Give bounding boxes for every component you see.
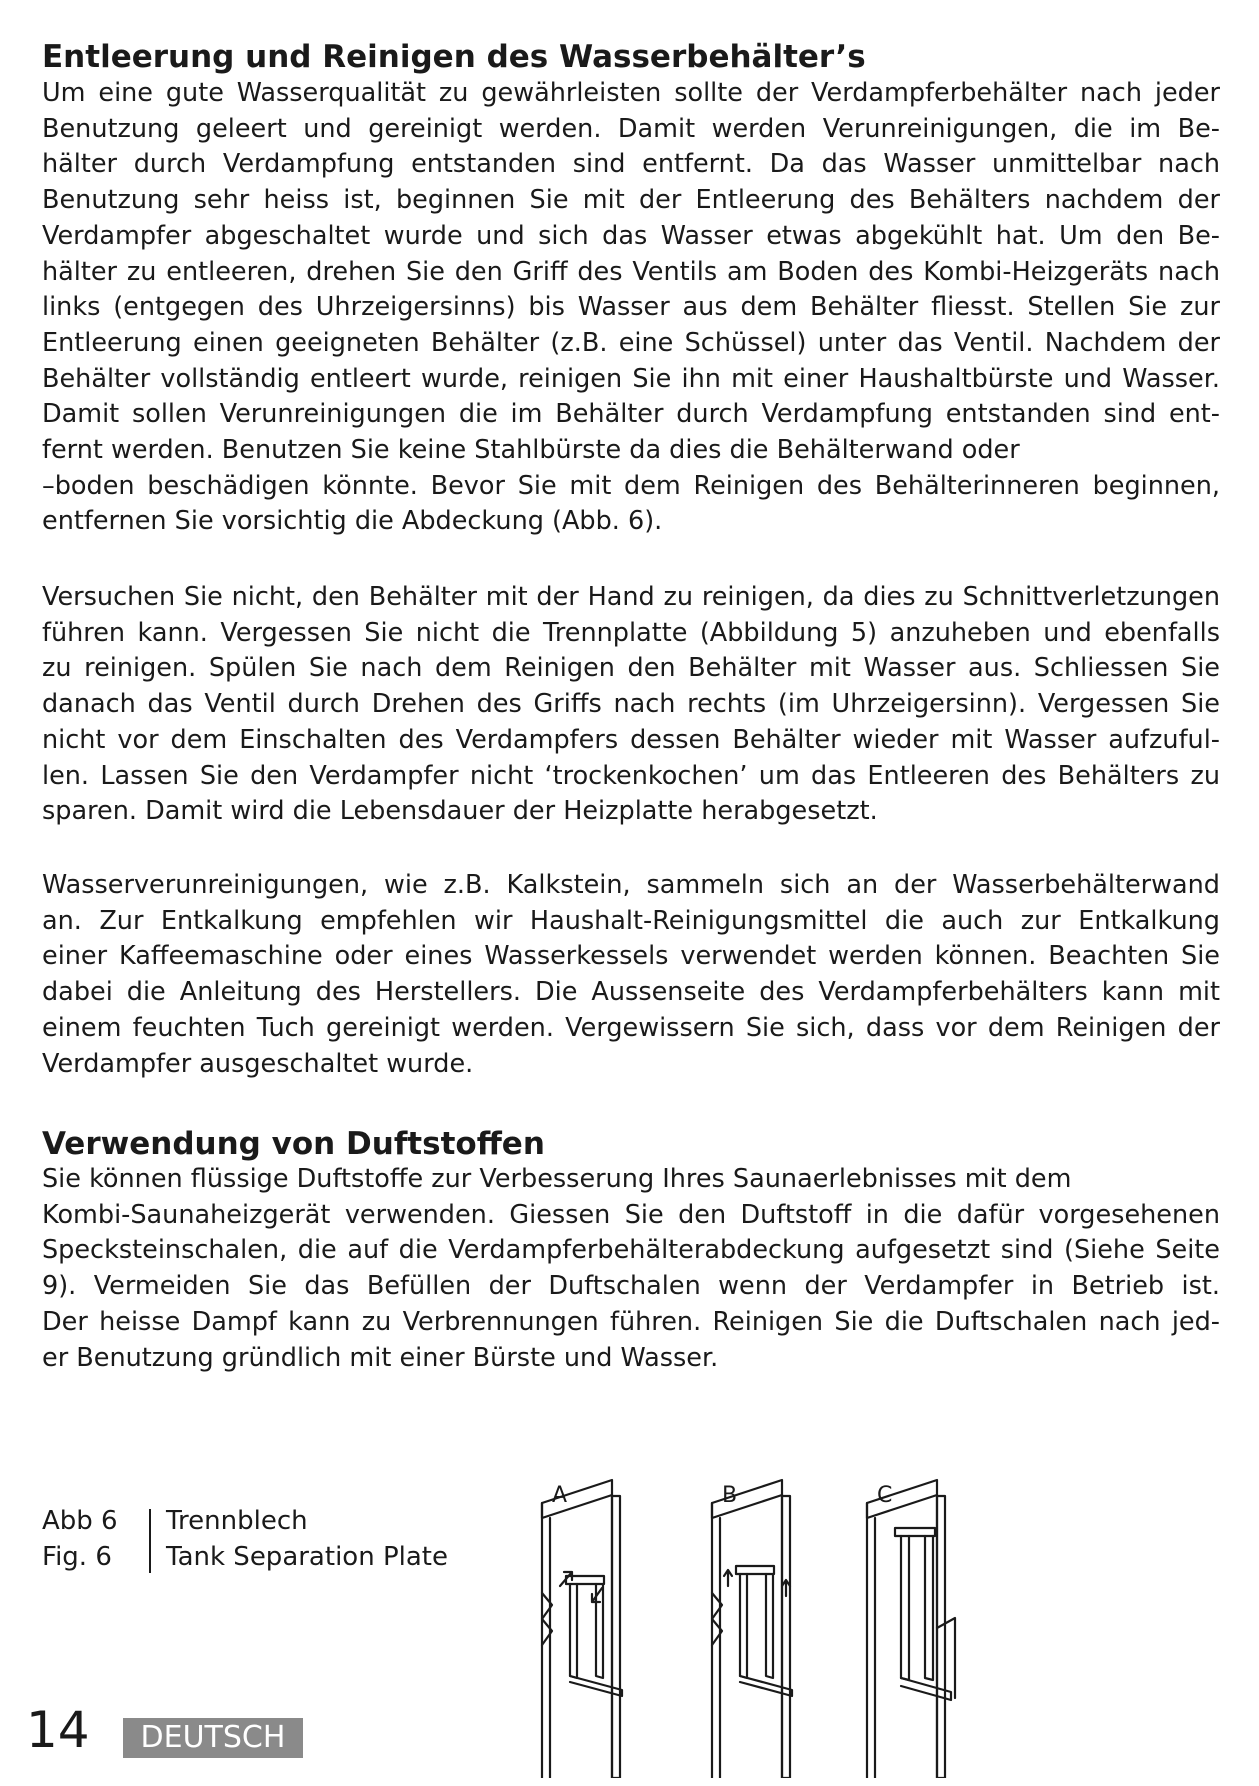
figure-panel-c bbox=[867, 1480, 955, 1778]
text-line: fernt werden. Benutzen Sie keine Stahlbürste da dies die Behälterwand oder bbox=[42, 435, 1020, 466]
text-line: Benutzung geleert und gereinigt werden. Damit werden Verunreinigungen, die im Be- bbox=[42, 113, 1220, 144]
text-line: danach das Ventil durch Drehen des Griffs nach rechts (im Uhrzeigersinn). Vergessen Sie bbox=[42, 689, 1220, 720]
caption-texts bbox=[166, 1503, 448, 1575]
text-line: Behälter vollständig entleert wurde, reinigen Sie ihn mit einer Haushaltbürste und Wasser. bbox=[42, 363, 1220, 394]
page-number: 14 bbox=[26, 1701, 90, 1759]
caption-text-en: Tank Separation Plate bbox=[166, 1542, 448, 1572]
paragraph-cleaning bbox=[42, 580, 1220, 830]
section-heading-tank-cleaning: Entleerung und Reinigen des Wasserbehälter’s bbox=[42, 39, 866, 75]
text-line: Versuchen Sie nicht, den Behälter mit der Hand zu reinigen, da dies zu Schnittverletzungen bbox=[42, 582, 1220, 612]
text-line: nicht vor dem Einschalten des Verdampfers dessen Behälter wieder mit Wasser aufzuful- bbox=[42, 724, 1220, 755]
text-line: entfernen Sie vorsichtig die Abdeckung (Abb. 6). bbox=[42, 506, 663, 537]
text-line: führen kann. Vergessen Sie nicht die Trennplatte (Abbildung 5) anzuheben und ebenfalls bbox=[42, 617, 1220, 648]
text-line: Der heisse Dampf kann zu Verbrennungen führen. Reinigen Sie die Duftschalen nach jed- bbox=[42, 1306, 1220, 1337]
text-line: Damit sollen Verunreinigungen die im Behälter durch Verdampfung entstanden sind ent- bbox=[42, 399, 1220, 430]
language-badge: DEUTSCH bbox=[123, 1718, 303, 1758]
text-line: Kombi-Saunaheizgerät verwenden. Giessen Sie den Duftstoff in die dafür vorgesehenen bbox=[42, 1199, 1220, 1230]
paragraph-emptying bbox=[42, 76, 1220, 540]
separation-plate-figure bbox=[530, 1478, 1030, 1778]
caption-label-de: Abb 6 bbox=[42, 1506, 118, 1536]
caption-divider bbox=[149, 1509, 151, 1573]
text-line: einer Kaffeemaschine oder eines Wasserkessels verwendet werden können. Beachten Sie bbox=[42, 941, 1220, 972]
figure-panel-a bbox=[542, 1480, 622, 1778]
paragraph-fragrances bbox=[42, 1162, 1220, 1376]
figure-panel-label-b: B bbox=[722, 1483, 738, 1508]
text-line: zu reinigen. Spülen Sie nach dem Reinigen den Behälter mit Wasser aus. Schliessen Sie bbox=[42, 653, 1220, 684]
text-line: Verdampfer abgeschaltet wurde und sich das Wasser etwas abgekühlt hat. Um den Be- bbox=[42, 220, 1220, 251]
text-line: Specksteinschalen, die auf die Verdampferbehälterabdeckung aufgesetzt sind (Siehe Seite bbox=[42, 1235, 1220, 1266]
text-line: Entleerung einen geeigneten Behälter (z.B. eine Schüssel) unter das Ventil. Nachdem der bbox=[42, 327, 1220, 358]
text-line: Benutzung sehr heiss ist, beginnen Sie mit der Entleerung des Behälters nachdem der bbox=[42, 185, 1220, 216]
text-line: 9). Vermeiden Sie das Befüllen der Duftschalen wenn der Verdampfer in Betrieb ist. bbox=[42, 1271, 1220, 1302]
figure-panel-label-a: A bbox=[552, 1483, 568, 1508]
figure-panel-label-c: C bbox=[877, 1483, 893, 1508]
text-line: Wasserverunreinigungen, wie z.B. Kalkstein, sammeln sich an der Wasserbehälterwand bbox=[42, 870, 1220, 900]
text-line: Sie können flüssige Duftstoffe zur Verbesserung Ihres Saunaerlebnisses mit dem bbox=[42, 1164, 1072, 1194]
text-line: an. Zur Entkalkung empfehlen wir Haushalt-Reinigungsmittel die auch zur Entkalkung bbox=[42, 905, 1220, 936]
text-line: er Benutzung gründlich mit einer Bürste und Wasser. bbox=[42, 1342, 719, 1373]
text-line: links (entgegen des Uhrzeigersinns) bis Wasser aus dem Behälter fliesst. Stellen Sie zur bbox=[42, 292, 1220, 323]
caption-labels bbox=[42, 1503, 148, 1575]
text-line: dabei die Anleitung des Herstellers. Die Aussenseite des Verdampferbehälters kann mit bbox=[42, 977, 1220, 1008]
text-line: einem feuchten Tuch gereinigt werden. Vergewissern Sie sich, dass vor dem Reinigen der bbox=[42, 1012, 1220, 1043]
text-line: Um eine gute Wasserqualität zu gewährleisten sollte der Verdampferbehälter nach jeder bbox=[42, 78, 1220, 108]
text-line: sparen. Damit wird die Lebensdauer der Heizplatte herabgesetzt. bbox=[42, 796, 878, 827]
section-heading-fragrances: Verwendung von Duftstoffen bbox=[42, 1126, 545, 1162]
caption-label-en: Fig. 6 bbox=[42, 1542, 112, 1572]
paragraph-descaling bbox=[42, 868, 1220, 1082]
text-line: Verdampfer ausgeschaltet wurde. bbox=[42, 1048, 474, 1079]
text-line: len. Lassen Sie den Verdampfer nicht ‘trockenkochen’ um das Entleeren des Behälters zu bbox=[42, 760, 1220, 791]
text-line: –boden beschädigen könnte. Bevor Sie mit dem Reinigen des Behälterinneren beginnen, bbox=[42, 470, 1220, 501]
caption-text-de: Trennblech bbox=[166, 1506, 308, 1536]
text-line: hälter durch Verdampfung entstanden sind entfernt. Da das Wasser unmittelbar nach bbox=[42, 149, 1220, 180]
figure-panel-b bbox=[712, 1480, 792, 1778]
text-line: hälter zu entleeren, drehen Sie den Griff des Ventils am Boden des Kombi-Heizgeräts nach bbox=[42, 256, 1220, 287]
